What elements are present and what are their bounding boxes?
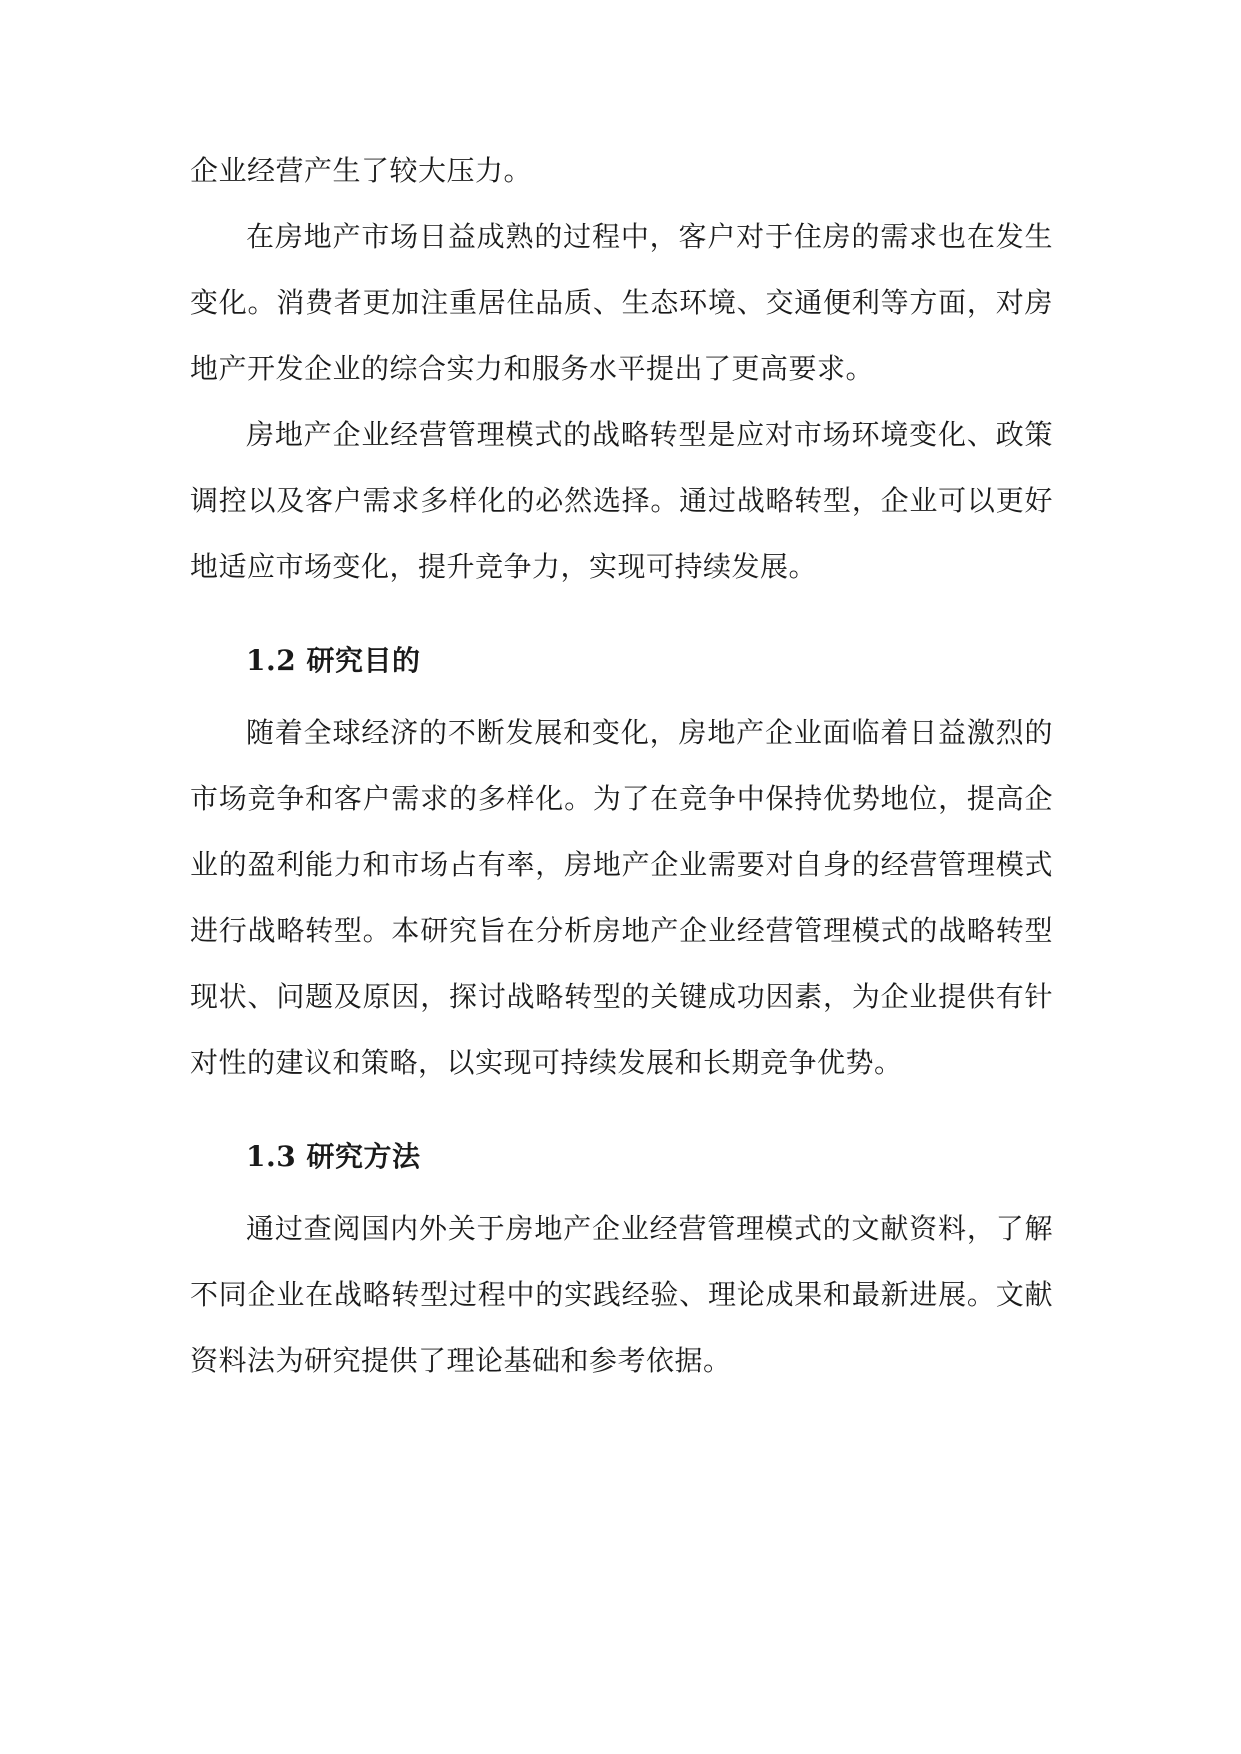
section-heading-research-method: 1.3 研究方法 [246,1140,421,1173]
paragraph-continuation: 企业经营产生了较大压力。 [190,154,533,187]
paragraph-research-purpose: 随着全球经济的不断发展和变化，房地产企业面临着日益激烈的市场竞争和客户需求的多样化。为了在竞争中保持优势地位，提高企业的盈利能力和市场占有率，房地产企业需要对自身的经营管理模式进行战略转型。本研究旨在分析房地产企业经营管理模式的战略转型现状、问题及原因，探讨战略转型的关键成功因素，为企业提供有针对性的建议和策略，以实现可持续发展和长期竞争优势。 [190,716,1053,1079]
section-heading-research-purpose: 1.2 研究目的 [246,644,421,677]
document-body [190,138,1053,1394]
paragraph-customer-demand: 在房地产市场日益成熟的过程中，客户对于住房的需求也在发生变化。消费者更加注重居住品质、生态环境、交通便利等方面，对房地产开发企业的综合实力和服务水平提出了更高要求。 [190,220,1053,385]
paragraph-strategic-transformation: 房地产企业经营管理模式的战略转型是应对市场环境变化、政策调控以及客户需求多样化的必然选择。通过战略转型，企业可以更好地适应市场变化，提升竞争力，实现可持续发展。 [190,418,1053,583]
paragraph-research-method: 通过查阅国内外关于房地产企业经营管理模式的文献资料，了解不同企业在战略转型过程中的实践经验、理论成果和最新进展。文献资料法为研究提供了理论基础和参考依据。 [190,1212,1053,1377]
